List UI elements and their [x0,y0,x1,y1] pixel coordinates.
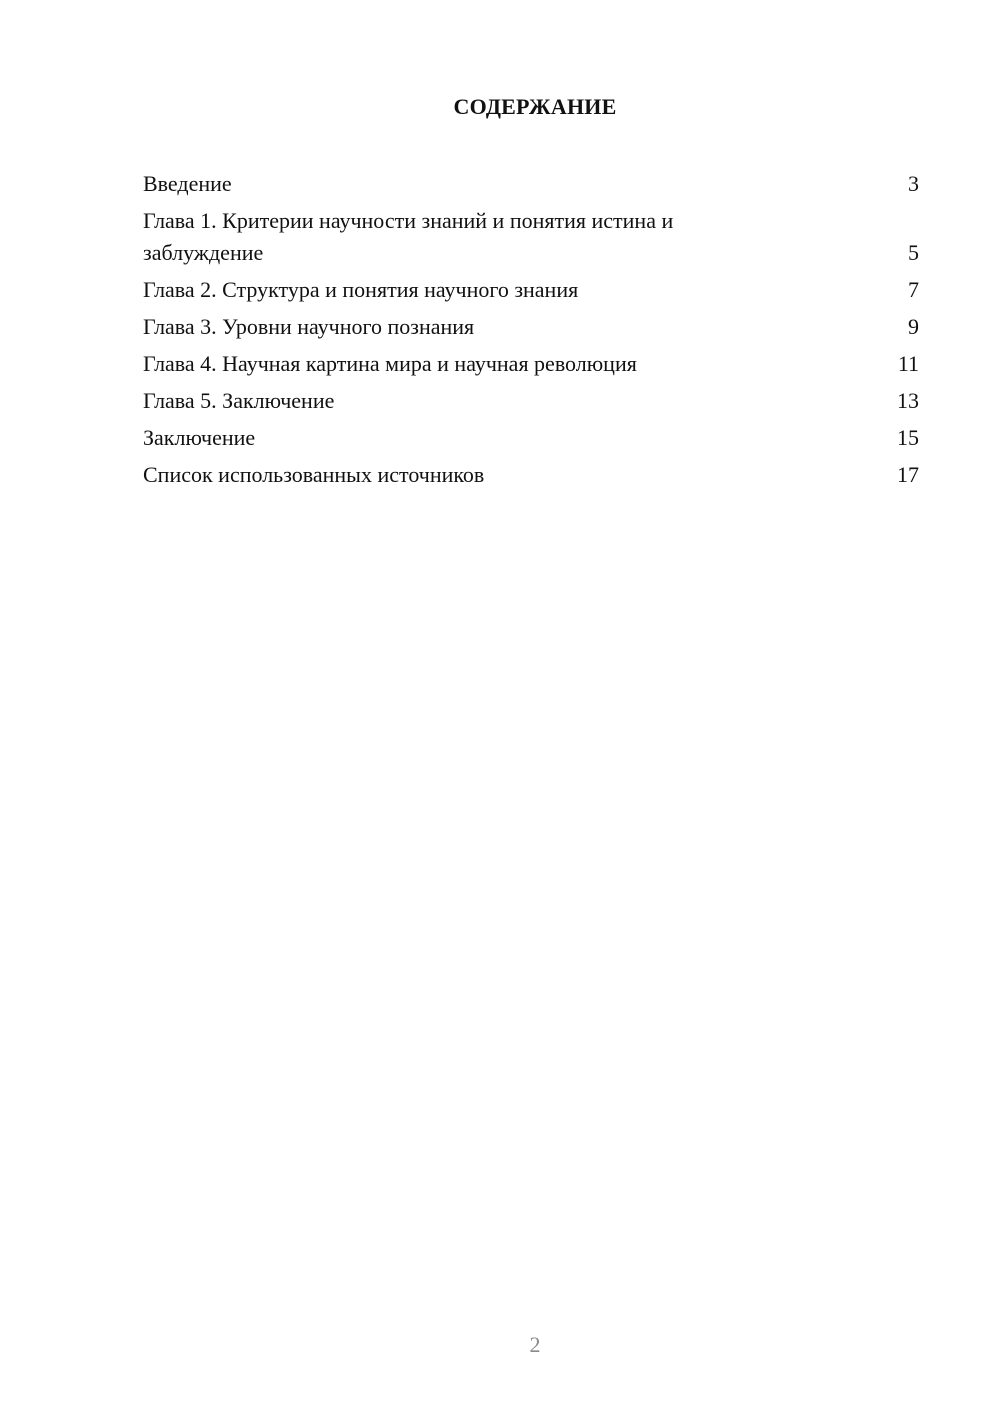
toc-entry-chapter-1[interactable] [143,205,919,269]
toc-entry-chapter-3[interactable] [143,311,919,343]
toc-entry-references[interactable] [143,459,919,491]
toc-entry-page: 9 [908,314,919,339]
toc-entry-introduction[interactable] [143,168,919,200]
toc-entry-page: 11 [897,351,919,376]
page-number: 2 [529,1332,541,1357]
toc-entry-page: 3 [908,171,919,196]
toc-entry-label: Введение [143,171,232,196]
toc-entry-conclusion[interactable] [143,422,919,454]
toc-entry-page: 5 [908,240,919,265]
toc-entry-label: Список использованных источников [143,462,485,487]
toc-entry-label: Глава 5. Заключение [143,388,335,413]
toc-entry-page: 15 [897,425,919,450]
toc-entry-chapter-5[interactable] [143,385,919,417]
toc-entry-chapter-4[interactable] [143,348,919,380]
toc-entry-label: Глава 4. Научная картина мира и научная революция [143,351,637,376]
toc-entry-label: Глава 2. Структура и понятия научного знания [143,277,579,302]
toc-entry-page: 7 [908,277,919,302]
toc-entry-page: 17 [897,462,919,487]
toc-entry-label: Глава 3. Уровни научного познания [143,314,475,339]
toc-entry-page: 13 [897,388,919,413]
toc-entry-chapter-2[interactable] [143,274,919,306]
page-title: СОДЕРЖАНИЕ [453,94,617,119]
table-of-contents [143,168,919,496]
toc-entry-label: Глава 1. Критерии научности знаний и понятия истина и заблуждение [143,208,674,265]
toc-entry-label: Заключение [143,425,256,450]
